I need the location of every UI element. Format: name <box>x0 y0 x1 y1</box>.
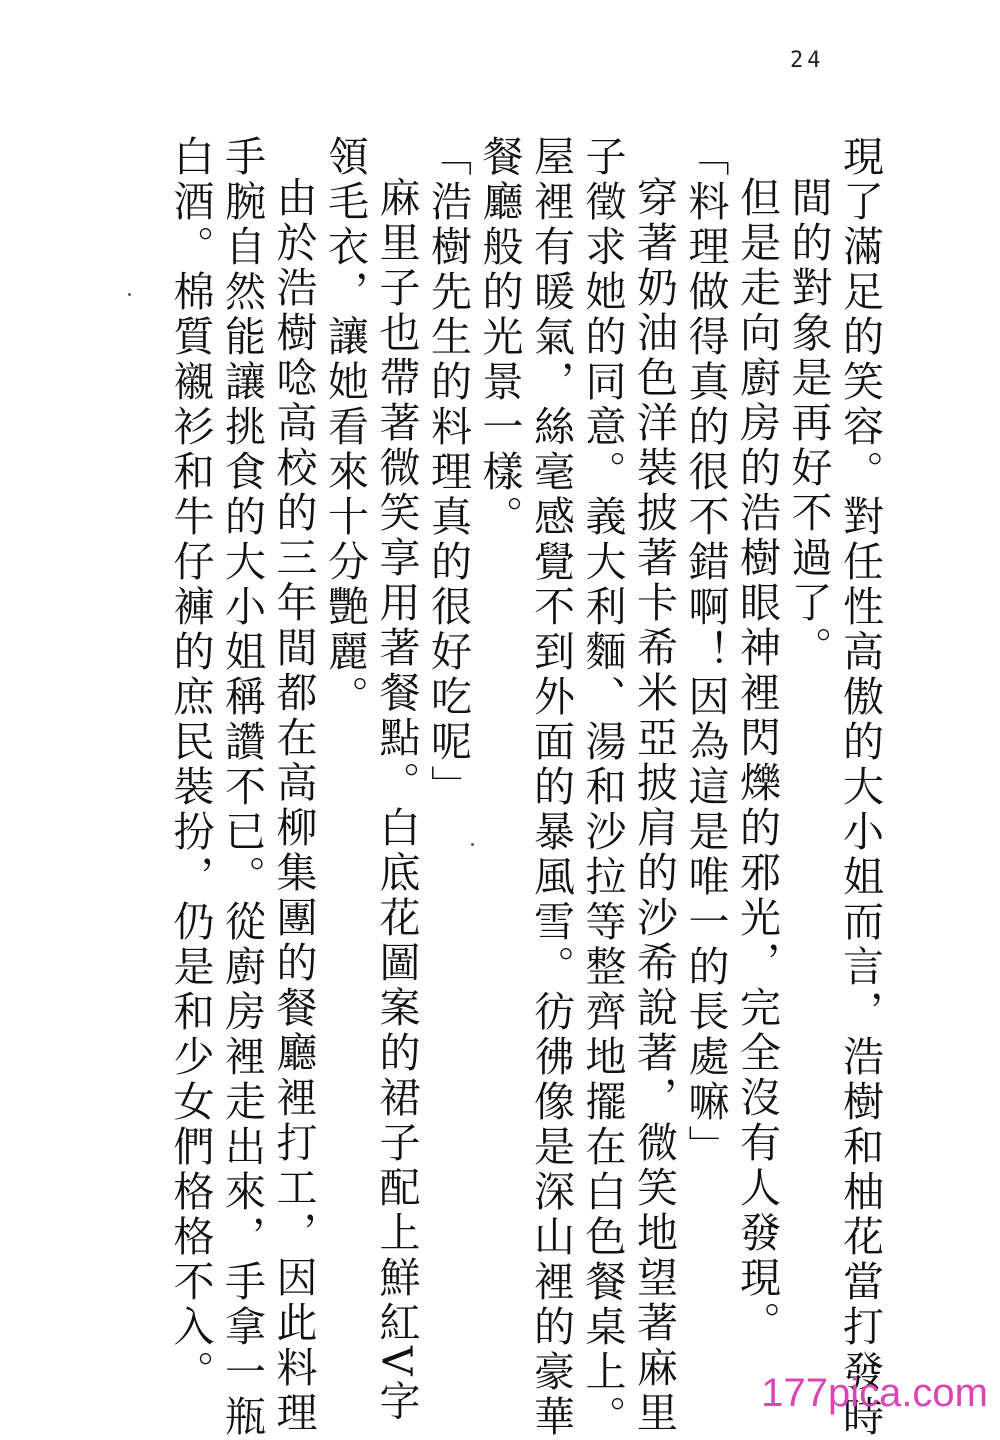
text-column: 但是走向廚房的浩樹眼神裡閃爍的邪光，完全沒有人發現。 <box>733 176 781 1346</box>
text-column: 白酒。棉質襯衫和牛仔褲的庶民裝扮，仍是和少女們格格不入。 <box>166 135 215 1395</box>
page-number: 24 <box>790 48 825 73</box>
watermark-text: 177pica.com <box>761 1371 988 1415</box>
text-column: 「料理做得真的很不錯啊！因為這是唯一的長處嘛」 <box>681 135 730 1170</box>
text-column: 穿著奶油色洋裝披著卡希米亞披肩的沙希說著，微笑地望著麻里 <box>630 176 678 1436</box>
text-column: 麻里子也帶著微笑享用著餐點。白底花圖案的裙子配上鮮紅V字 <box>372 176 421 1425</box>
text-column: 領毛衣，讓她看來十分艷麗。 <box>321 135 369 720</box>
text-column: 由於浩樹唸高校的三年間都在高柳集團的餐廳裡打工，因此料理 <box>269 176 318 1436</box>
text-column: 屋裡有暖氣，絲毫感覺不到外面的暴風雪。彷彿像是深山裡的豪華 <box>527 135 575 1440</box>
text-column: 間的對象是再好不過了。 <box>784 176 833 671</box>
text-column: 子徵求她的同意。義大利麵、湯和沙拉等整齊地擺在白色餐桌上。 <box>578 135 627 1440</box>
text-column: 現了滿足的笑容。對任性高傲的大小姐而言，浩樹和柚花當打發時 <box>836 135 884 1440</box>
scan-speck <box>471 843 474 846</box>
text-column: 手腕自然能讓挑食的大小姐稱讚不已。從廚房裡走出來，手拿一瓶 <box>218 135 266 1440</box>
text-column: 「浩樹先生的料理真的很好吃呢」 <box>424 135 472 810</box>
scan-speck <box>128 293 131 296</box>
text-column: 餐廳般的光景一樣。 <box>475 135 524 540</box>
